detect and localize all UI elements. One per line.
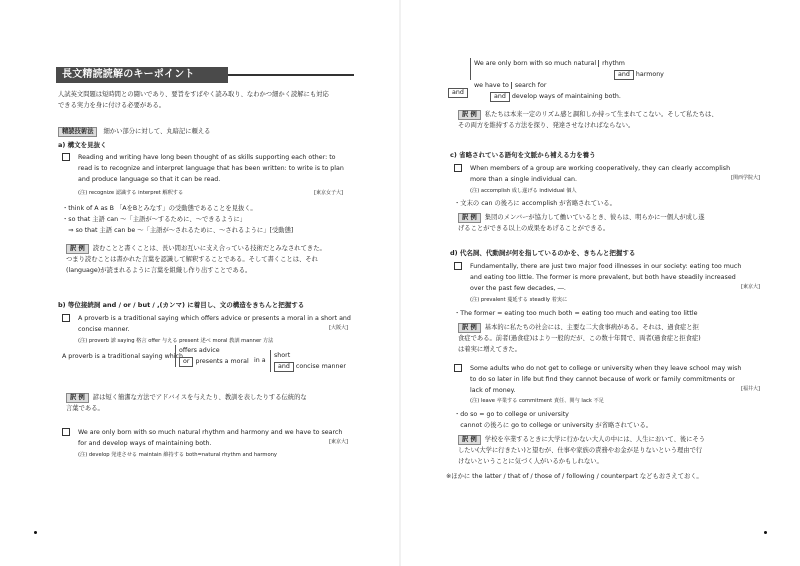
source-label: [関西学院大]: [731, 175, 760, 181]
subheading-c: c) 省略されている語句を文脈から補える力を養う: [450, 151, 596, 159]
source-label: [東京大]: [329, 439, 348, 445]
example-line: more than a single individual can.: [470, 176, 578, 183]
conjunction-box: and: [274, 362, 294, 372]
checkbox-icon: [62, 428, 70, 436]
translation-line: げることができる以上の成果をあげることができる。: [458, 225, 610, 232]
notes-1: [62, 203, 293, 236]
source-label: [東京女子大]: [314, 190, 343, 196]
diagram-item: develop: [511, 93, 537, 100]
diagram-noun: manner: [321, 363, 346, 370]
example-line: Fundamentally, there are just two major food illnesses in our society: eating too much: [470, 263, 742, 270]
subheading-d: d) 代名詞、代動詞が何を指しているのかを、きちんと把握する: [450, 249, 636, 257]
source-label: [大阪大]: [329, 325, 348, 331]
intro-line: 人試英文問題は短時間との闘いであり、要旨をすばやく読み取り、なわかつ細かく読解にも対応: [58, 91, 329, 98]
translation-line: けないということに気づく人がいるかもしれない。: [458, 458, 603, 465]
note-line: ・do so = go to college or university: [454, 411, 569, 418]
conjunction-box: and: [490, 92, 510, 102]
translation-line: つまり読むことは書かれた言葉を認識して解釈することである。そして書くことは、それ: [66, 256, 318, 263]
structure-diagram-2: [470, 58, 664, 80]
example-line: We are only born with so much natural rhythm and harmony and we have to search: [78, 429, 343, 436]
example-line: Reading and writing have long been thought of as skills supporting each other: to: [78, 154, 336, 161]
conjunction-box: and: [614, 70, 634, 80]
section-skill: [58, 126, 210, 137]
example-1: [62, 152, 344, 185]
intro-line: できる実力を身に付ける必要がある。: [58, 102, 166, 109]
conjunction-and-main: [448, 87, 468, 98]
translation-4: [458, 212, 705, 234]
diagram-lead: A proverb is a traditional saying which: [62, 353, 183, 360]
conjunction-box: and: [448, 88, 468, 98]
diagram-tail: ways of maintaining both.: [538, 93, 621, 100]
source-label: [東京大]: [741, 284, 760, 290]
translation-line: したい(大学に行きたい)と望むが、仕事や家族の責務やお金が足りないという理由で行: [458, 447, 703, 454]
diagram-item: concise: [295, 363, 320, 370]
diagram-lead: we have to: [474, 82, 509, 89]
vocab-text: (注) recognize 認識する interpret 解釈する: [78, 190, 184, 196]
diagram-item: presents a moral: [195, 358, 249, 365]
example-4: [454, 163, 760, 185]
vocab-2: (注) proverb 諺 saying 格言 offer 与える present 述べ moral 教訓 manner 方法: [78, 338, 274, 344]
intro-text: [58, 89, 329, 111]
translation-label: 訳 例: [66, 244, 89, 254]
translation-line: その両方を維持する方法を探り、発達させなければならない。: [458, 122, 635, 129]
page-number-mark: [34, 531, 37, 534]
diagram-options: [175, 345, 249, 367]
diagram-item: rhythm: [602, 60, 625, 67]
example-line: Some adults who do not get to college or university when they leave school may wish: [470, 365, 742, 372]
example-line: to do so later in life but find they cannot because of work or family commitments or: [470, 376, 735, 383]
example-line: for and develop ways of maintaining both.: [78, 440, 212, 447]
example-line: lack of money.: [470, 387, 516, 394]
diagram-item: harmony: [635, 71, 664, 78]
example-line: A proverb is a traditional saying which offers advice or presents a moral in a short and: [78, 315, 351, 322]
translation-line: 読むことと書くことは、長い間お互いに支え合っている技術だとみなされてきた。: [92, 245, 326, 252]
example-line: When members of a group are working cooperatively, they can clearly accomplish: [470, 165, 731, 172]
translation-line: 諺は短く簡潔な方法でアドバイスを与えたり、教訓を表したりする伝統的な: [92, 394, 307, 401]
translation-2: [66, 392, 307, 414]
translation-line: 基本的に私たちの社会には、主要な二大食事病がある。それは、過食症と拒: [484, 324, 699, 331]
right-page: [400, 0, 800, 566]
note-line: ・think of A as B 「AをBとみなす」の受動態であることを見抜く。: [62, 205, 257, 212]
section-text: 細かい部分に対して、丸暗記に頼える: [103, 128, 211, 135]
translation-label: 訳 例: [458, 435, 481, 445]
translation-1: [66, 243, 326, 276]
example-5: [454, 261, 760, 294]
checkbox-icon: [454, 364, 462, 372]
checkbox-icon: [454, 262, 462, 270]
section-label: 精読技術法: [58, 127, 97, 137]
diagram-lead: We are only born with so much natural: [474, 60, 597, 67]
checkbox-icon: [62, 314, 70, 322]
diagram-item: search for: [511, 82, 547, 89]
translation-3: [458, 109, 718, 131]
example-2: [62, 313, 351, 335]
example-line: over the past few decades, ―.: [470, 285, 566, 292]
note-4: ・文末の can の後ろに accomplish が省略されている。: [454, 200, 616, 207]
translation-line: 食症である。前者(過食症)はより一般的だが、この数十年間で、両者(過食症と拒食症): [458, 335, 701, 342]
translation-5: [458, 322, 701, 355]
example-line: read is to recognize and interpret language that has been written: to write is to plan: [78, 165, 344, 172]
translation-label: 訳 例: [458, 213, 481, 223]
note-line: cannot の後ろに go to college or university が省略されている。: [454, 422, 653, 429]
translation-6: [458, 434, 705, 467]
title-rule: [228, 74, 354, 76]
vocab-4: (注) accomplish 成し遂げる individual 個人: [470, 188, 577, 194]
conjunction-box: or: [179, 357, 193, 367]
translation-line: (language)が読まれるように言葉を組織し作り出すことである。: [66, 267, 252, 274]
translation-line: 集団のメンバーが協力して働いているとき、彼らは、明らかに一個人が成し遂: [484, 214, 705, 221]
checkbox-icon: [454, 164, 462, 172]
translation-line: は着実に増えてきた。: [458, 346, 521, 353]
translation-label: 訳 例: [66, 393, 89, 403]
section-title: 長文精読読解のキーポイント: [56, 67, 228, 83]
diagram-item: short: [274, 352, 291, 359]
closing-note: ※ほかに the latter / that of / those of / following / counterpart などもおさえておく。: [446, 473, 703, 480]
example-line: and produce language so that it can be read.: [78, 176, 221, 183]
translation-label: 訳 例: [458, 323, 481, 333]
note-6: [454, 409, 652, 431]
example-3: [62, 427, 348, 449]
source-label: [福井大]: [741, 386, 760, 392]
example-6: [454, 363, 760, 396]
translation-line: 言葉である。: [66, 405, 104, 412]
diagram-tail: in a: [254, 357, 266, 364]
vocab-6: (注) leave 卒業する commitment 責任、関与 lack 不足: [470, 398, 604, 404]
subheading-b: b) 等位接続詞 and / or / but / ,(カンマ) に着目し、文の構造をきちんと把握する: [58, 301, 305, 309]
translation-line: 学校を卒業するときに大学に行かない大人の中には、人生において、後にそう: [484, 436, 706, 443]
example-line: and eating too little. The former is more prevalent, but both have steadily increased: [470, 274, 736, 281]
page-number-mark: [764, 531, 767, 534]
diagram-item: offers advice: [179, 347, 220, 354]
note-line: ・so that 主語 can ～「主語が～するために、～できるように」: [62, 216, 247, 223]
translation-line: 私たちは本来一定のリズム感と調和しか持って生まれてこない。そして私たちは、: [484, 111, 718, 118]
checkbox-icon: [62, 153, 70, 161]
diagram-line2: [474, 80, 621, 102]
note-line: ⇒ so that 主語 can be ～「主語が～されるために、～されるように」[受動態]: [62, 227, 294, 234]
vocab-3: (注) develop 発達させる maintain 維持する both=natural rhythm and harmony: [78, 452, 277, 458]
vocab-5: (注) prevalent 蔓延する steadily 着実に: [470, 297, 568, 303]
subheading-a: a) 構文を見抜く: [58, 141, 107, 149]
example-line: concise manner.: [78, 326, 130, 333]
note-5: ・The former = eating too much both = eating too much and eating too little: [454, 310, 698, 317]
vocab-1: [78, 189, 343, 198]
diagram-adjectives: [270, 350, 346, 372]
translation-label: 訳 例: [458, 110, 481, 120]
structure-diagram-1: [62, 351, 183, 362]
